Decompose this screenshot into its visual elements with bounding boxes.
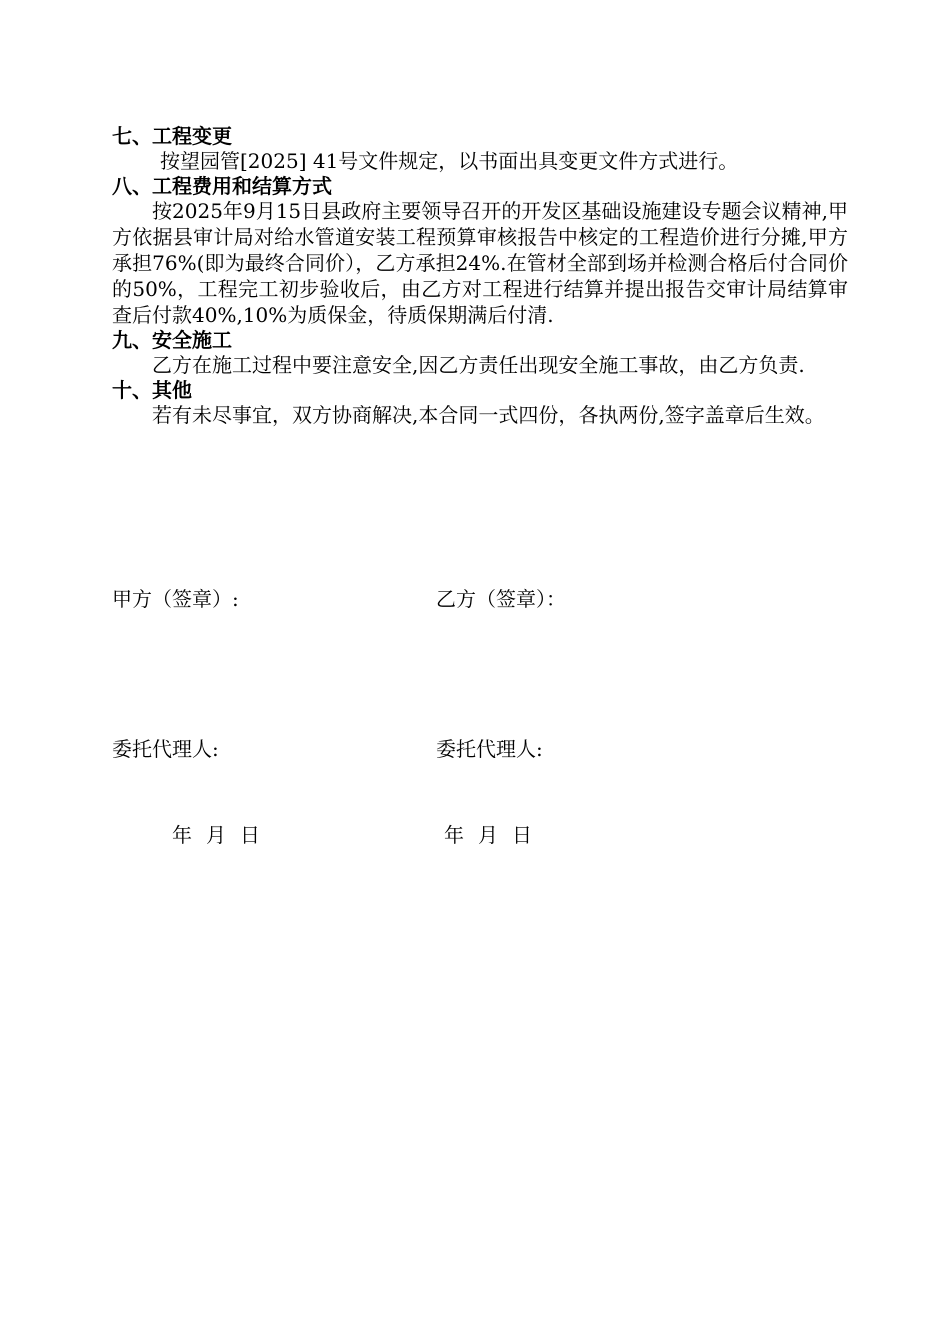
section-heading: 十、其他 [112, 378, 192, 402]
section-body: 按2025年9月15日县政府主要领导召开的开发区基础设施建设专题会议精神,甲方依据县审计局对给水管道安装工程预算审核报告中核定的工程造价进行分摊,甲方承担76%(即为最终合同价），乙方承担24%.在管材全部到场并检测合格后付合同价的50%，工程完工初步验收后，由乙方对工程进行结算并提出报告交审计局结算审查后付款40%,10%为质保金，待质保期满后付清. [112, 199, 848, 327]
party-a-seal-label: 甲方（签章）: [112, 587, 239, 611]
date-month: 月 [478, 823, 498, 847]
section-body: 若有未尽事宜，双方协商解决,本合同一式四份，各执两份,签字盖章后生效。 [152, 403, 825, 427]
party-a-date [172, 822, 274, 848]
party-b-date [444, 822, 546, 848]
party-a-agent-label: 委托代理人: [112, 737, 219, 761]
contract-clauses [112, 124, 848, 428]
date-year: 年 [172, 823, 192, 847]
section-cost-and-settlement [112, 174, 848, 328]
section-other [112, 378, 848, 428]
date-day: 日 [240, 823, 260, 847]
section-body: 按望园管[2025] 41号文件规定，以书面出具变更文件方式进行。 [160, 149, 739, 173]
section-engineering-change [112, 124, 848, 174]
date-month: 月 [206, 823, 226, 847]
section-heading: 九、安全施工 [112, 328, 232, 352]
date-day: 日 [512, 823, 532, 847]
party-b-agent-label: 委托代理人: [436, 737, 543, 761]
section-safe-construction [112, 328, 848, 378]
section-heading: 八、工程费用和结算方式 [112, 174, 332, 198]
section-body: 乙方在施工过程中要注意安全,因乙方责任出现安全施工事故，由乙方负责. [152, 353, 805, 377]
section-heading: 七、工程变更 [112, 124, 232, 148]
party-b-seal-label: 乙方（签章）： [436, 587, 566, 611]
date-year: 年 [444, 823, 464, 847]
